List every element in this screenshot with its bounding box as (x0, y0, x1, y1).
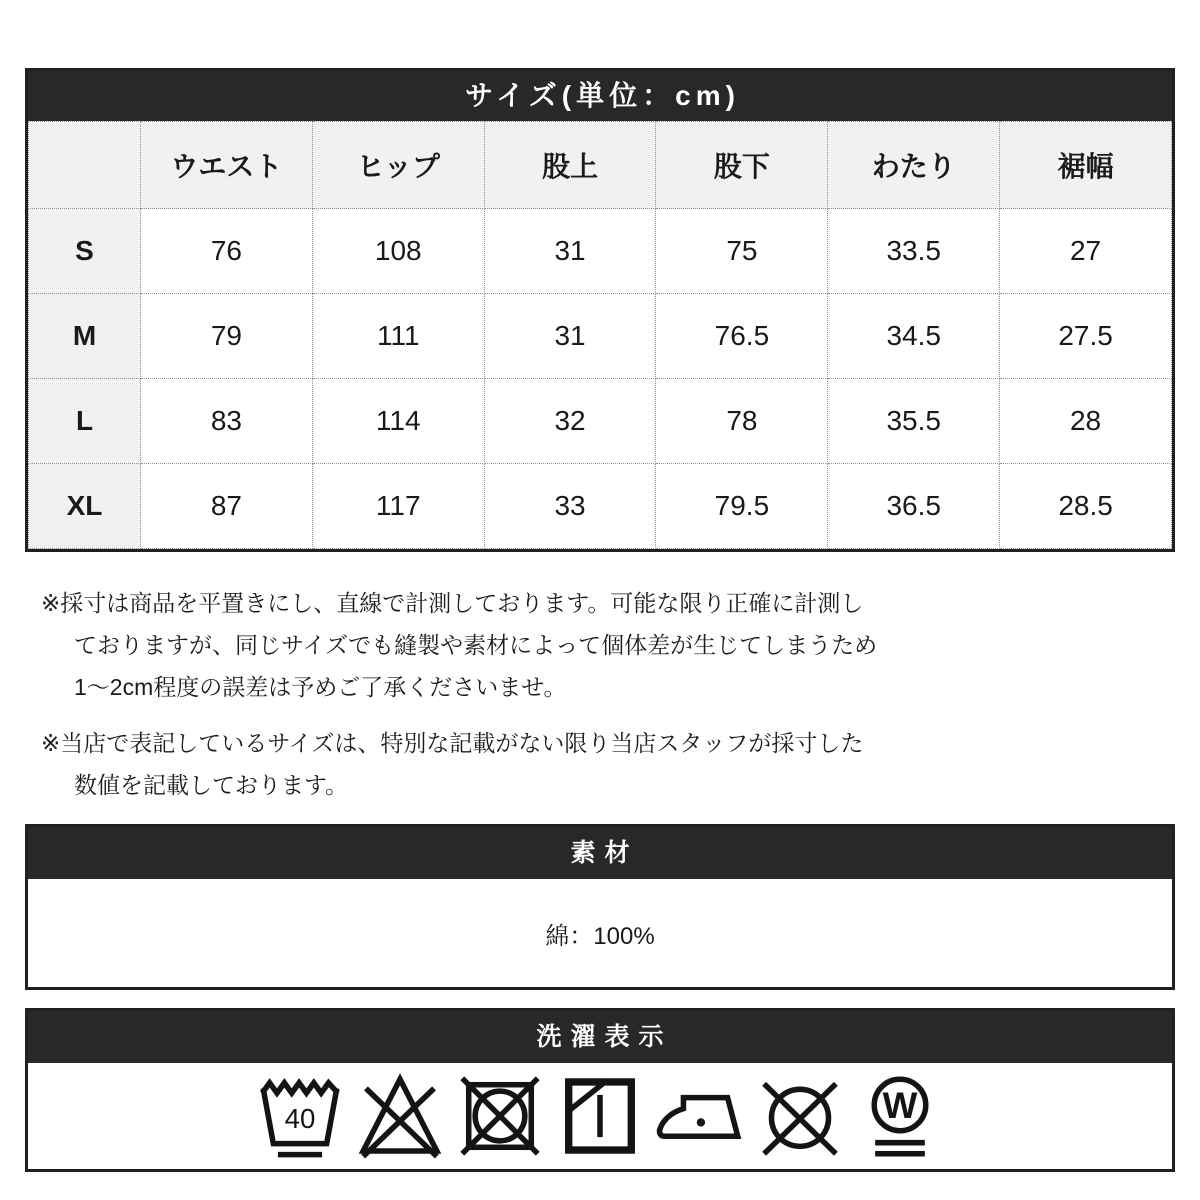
size-row-m (29, 294, 1172, 379)
size-label: M (29, 294, 141, 379)
do-not-bleach-icon (354, 1070, 446, 1162)
size-table (28, 121, 1172, 549)
column-header-waist: ウエスト (141, 122, 313, 209)
material-value: 綿：100% (545, 922, 655, 950)
size-value: 75 (656, 209, 828, 294)
column-header-rise: 股上 (484, 122, 656, 209)
line-dry-in-shade-icon (554, 1070, 646, 1162)
column-header-thigh: わたり (828, 122, 1000, 209)
size-label: L (29, 379, 141, 464)
svg-text:40: 40 (284, 1102, 316, 1134)
size-value: 87 (141, 464, 313, 549)
size-value: 31 (484, 294, 656, 379)
laundry-section (25, 1008, 1175, 1172)
size-value: 79.5 (656, 464, 828, 549)
size-value: 33.5 (828, 209, 1000, 294)
size-value: 83 (141, 379, 313, 464)
note-line: ※当店で表記しているサイズは、特別な記載がない限り当店スタッフが採寸した (41, 730, 864, 756)
size-row-s (29, 209, 1172, 294)
machine-wash-40-icon (254, 1070, 346, 1162)
size-value: 28.5 (1000, 464, 1172, 549)
size-value: 111 (312, 294, 484, 379)
size-value: 36.5 (828, 464, 1000, 549)
size-value: 117 (312, 464, 484, 549)
size-value: 108 (312, 209, 484, 294)
wet-cleaning-gentle-icon (854, 1070, 946, 1162)
size-value: 34.5 (828, 294, 1000, 379)
note-line: ※採寸は商品を平置きにし、直線で計測しております。可能な限り正確に計測し (41, 590, 864, 616)
do-not-tumble-dry-icon (454, 1070, 546, 1162)
laundry-header: 洗濯表示 (28, 1011, 1172, 1063)
size-value: 27.5 (1000, 294, 1172, 379)
note-measurement-tolerance (41, 582, 1175, 708)
note-line: 1〜2cm程度の誤差は予めご了承くださいませ。 (74, 674, 567, 700)
corner-cell (29, 122, 141, 209)
note-staff-measured (41, 722, 1175, 806)
size-chart-section (25, 68, 1175, 552)
size-value: 76 (141, 209, 313, 294)
size-value: 27 (1000, 209, 1172, 294)
size-value: 31 (484, 209, 656, 294)
material-section (25, 824, 1175, 990)
note-line: ておりますが、同じサイズでも縫製や素材によって個体差が生じてしまうため (74, 632, 878, 658)
measurement-notes (25, 582, 1175, 806)
size-value: 32 (484, 379, 656, 464)
column-header-hip: ヒップ (312, 122, 484, 209)
size-value: 79 (141, 294, 313, 379)
size-row-xl (29, 464, 1172, 549)
size-value: 76.5 (656, 294, 828, 379)
column-header-inseam: 股下 (656, 122, 828, 209)
size-label: S (29, 209, 141, 294)
size-row-l (29, 379, 1172, 464)
laundry-symbols-row (28, 1063, 1172, 1169)
do-not-dry-clean-icon (754, 1070, 846, 1162)
svg-text:W: W (882, 1084, 918, 1126)
note-line: 数値を記載しております。 (74, 772, 349, 798)
size-chart-title: サイズ(単位：cm) (28, 71, 1172, 121)
size-value: 35.5 (828, 379, 1000, 464)
size-label: XL (29, 464, 141, 549)
iron-low-heat-icon (654, 1070, 746, 1162)
material-body (28, 879, 1172, 987)
size-value: 114 (312, 379, 484, 464)
size-value: 78 (656, 379, 828, 464)
material-header: 素材 (28, 827, 1172, 879)
size-table-header-row (29, 122, 1172, 209)
size-value: 33 (484, 464, 656, 549)
column-header-hem: 裾幅 (1000, 122, 1172, 209)
size-value: 28 (1000, 379, 1172, 464)
